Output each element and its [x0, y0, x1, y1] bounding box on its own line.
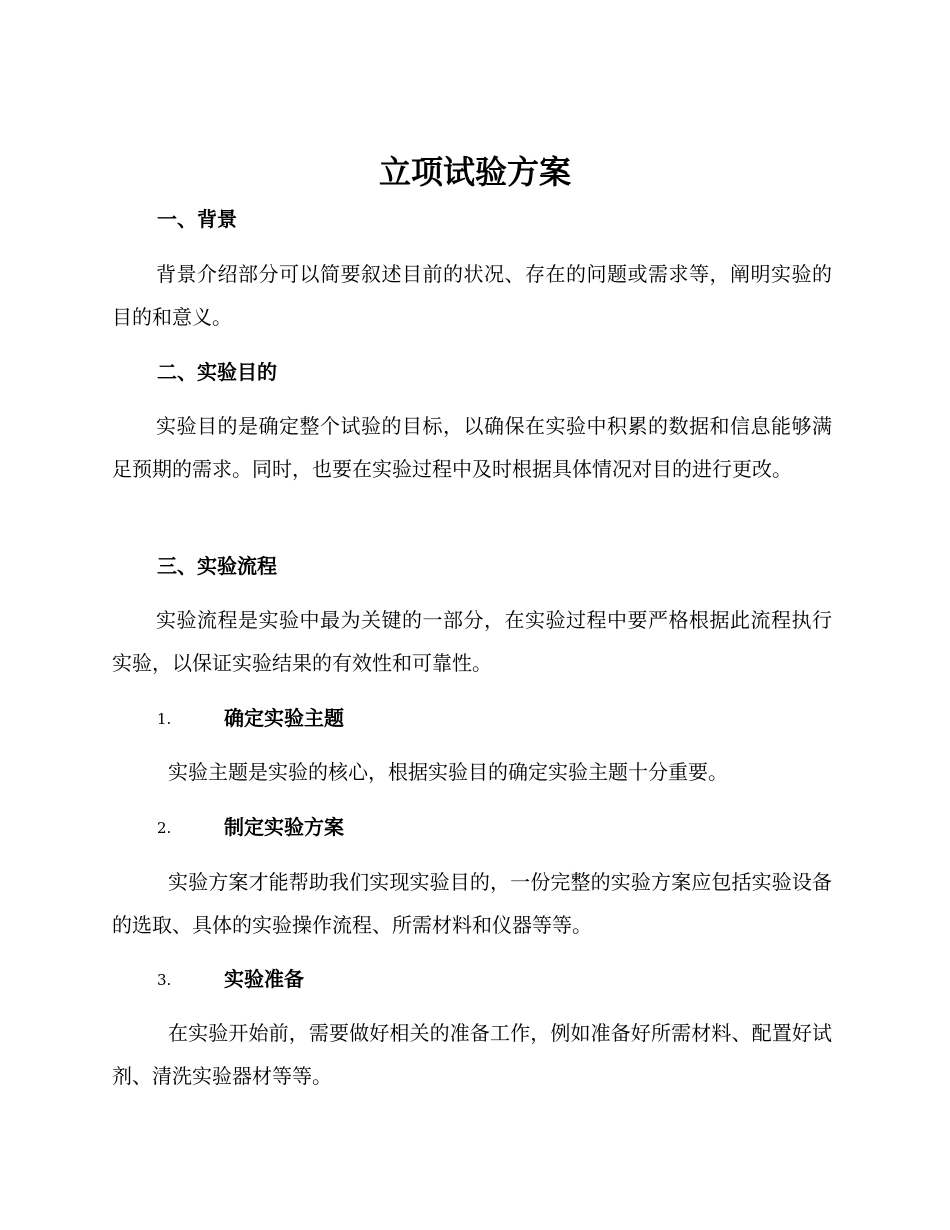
step-number: 1.	[157, 710, 172, 728]
section-body-purpose: 实验目的是确定整个试验的目标，以确保在实验中积累的数据和信息能够满足预期的需求。同时，也要在实验过程中及时根据具体情况对目的进行更改。	[112, 414, 832, 481]
section-heading-process: 三、实验流程	[157, 554, 277, 578]
document-title: 立项试验方案	[378, 153, 571, 191]
step-number: 3.	[157, 971, 172, 989]
step-number: 2.	[157, 819, 172, 837]
step-body-topic: 实验主题是实验的核心，根据实验目的确定实验主题十分重要。	[168, 760, 728, 784]
section-heading-background: 一、背景	[157, 207, 237, 231]
step-heading-plan: 制定实验方案	[224, 815, 344, 839]
step-heading-preparation: 实验准备	[224, 967, 304, 991]
section-body-background: 背景介绍部分可以简要叙述目前的状况、存在的问题或需求等，阐明实验的目的和意义。	[112, 262, 832, 329]
section-body-process: 实验流程是实验中最为关键的一部分，在实验过程中要严格根据此流程执行实验，以保证实验结果的有效性和可靠性。	[112, 608, 832, 675]
step-body-preparation: 在实验开始前，需要做好相关的准备工作，例如准备好所需材料、配置好试剂、清洗实验器材等等。	[112, 1021, 832, 1088]
step-heading-topic: 确定实验主题	[224, 706, 344, 730]
step-body-plan: 实验方案才能帮助我们实现实验目的，一份完整的实验方案应包括实验设备的选取、具体的实验操作流程、所需材料和仪器等等。	[112, 870, 832, 937]
section-heading-purpose: 二、实验目的	[157, 360, 277, 384]
